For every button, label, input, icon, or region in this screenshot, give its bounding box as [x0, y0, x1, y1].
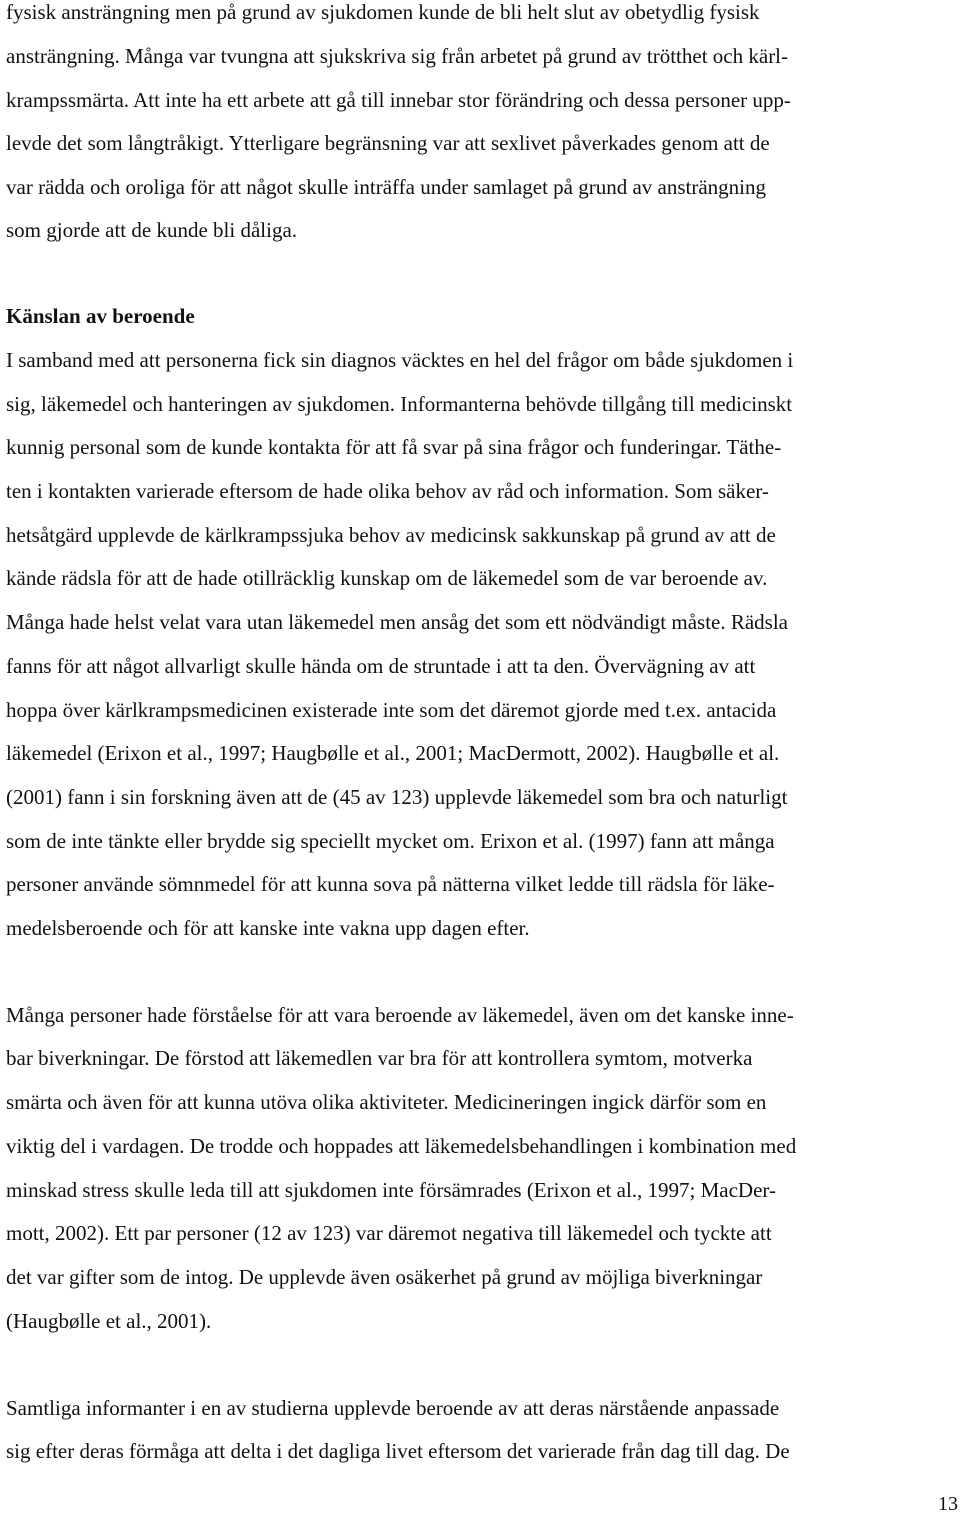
text-line: personer använde sömnmedel för att kunna sova på nätterna vilket ledde till rädsla för läke- — [6, 872, 775, 896]
text-line: bar biverkningar. De förstod att läkemedlen var bra för att kontrollera symtom, motverka — [6, 1046, 753, 1070]
text-line: smärta och även för att kunna utöva olika aktiviteter. Medicineringen ingick därför som en — [6, 1090, 767, 1114]
text-line: ten i kontakten varierade eftersom de hade olika behov av råd och information. Som säker- — [6, 479, 769, 503]
text-line: fanns för att något allvarligt skulle hända om de struntade i att ta den. Övervägning av att — [6, 654, 756, 678]
text-line: sig efter deras förmåga att delta i det dagliga livet eftersom det varierade från dag till dag. De — [6, 1439, 790, 1463]
text-line: var rädda och oroliga för att något skulle inträffa under samlaget på grund av ansträngning — [6, 175, 767, 199]
text-line: det var gifter som de intog. De upplevde även osäkerhet på grund av möjliga biverkningar — [6, 1265, 763, 1289]
text-line: som gjorde att de kunde bli dåliga. — [6, 218, 298, 242]
text-line: kände rädsla för att de hade otillräcklig kunskap om de läkemedel som de var beroende av. — [6, 566, 768, 590]
text-line: (Haugbølle et al., 2001). — [6, 1309, 212, 1333]
section-heading: Känslan av beroende — [6, 304, 195, 328]
text-line: krampssmärta. Att inte ha ett arbete att gå till innebar stor förändring och dessa personer upp- — [6, 88, 791, 112]
text-line: Många hade helst velat vara utan läkemedel men ansåg det som ett nödvändigt måste. Rädsla — [6, 610, 789, 634]
text-line: sig, läkemedel och hanteringen av sjukdomen. Informanterna behövde tillgång till medicinskt — [6, 392, 793, 416]
text-line: levde det som långtråkigt. Ytterligare begränsning var att sexlivet påverkades genom att de — [6, 131, 770, 155]
text-line: (2001) fann i sin forskning även att de (45 av 123) upplevde läkemedel som bra och naturligt — [6, 785, 788, 809]
text-line: fysisk ansträngning men på grund av sjukdomen kunde de bli helt slut av obetydlig fysisk — [6, 0, 760, 24]
text-line: Samtliga informanter i en av studierna upplevde beroende av att deras närstående anpassade — [6, 1396, 780, 1420]
text-line: medelsberoende och för att kanske inte vakna upp dagen efter. — [6, 916, 530, 940]
text-line: mott, 2002). Ett par personer (12 av 123) var däremot negativa till läkemedel och tyckte att — [6, 1221, 772, 1245]
text-line: viktig del i vardagen. De trodde och hoppades att läkemedelsbehandlingen i kombination med — [6, 1134, 797, 1158]
text-line: Många personer hade förståelse för att vara beroende av läkemedel, även om det kanske inne- — [6, 1003, 794, 1027]
text-line: kunnig personal som de kunde kontakta för att få svar på sina frågor och funderingar. Täthe- — [6, 435, 782, 459]
text-line: som de inte tänkte eller brydde sig speciellt mycket om. Erixon et al. (1997) fann att många — [6, 829, 775, 853]
text-line: minskad stress skulle leda till att sjukdomen inte försämrades (Erixon et al., 1997; MacDer- — [6, 1178, 776, 1202]
text-line: hoppa över kärlkrampsmedicinen existerade inte som det däremot gjorde med t.ex. antacida — [6, 698, 777, 722]
text-line: hetsåtgärd upplevde de kärlkrampssjuka behov av medicinsk sakkunskap på grund av att de — [6, 523, 776, 547]
page-number: 13 — [938, 1493, 958, 1515]
text-line: ansträngning. Många var tvungna att sjukskriva sig från arbetet på grund av trötthet och kärl- — [6, 44, 789, 68]
text-line: läkemedel (Erixon et al., 1997; Haugbølle et al., 2001; MacDermott, 2002). Haugbølle et al. — [6, 741, 780, 765]
text-line: I samband med att personerna fick sin diagnos väcktes en hel del frågor om både sjukdomen i — [6, 348, 794, 372]
